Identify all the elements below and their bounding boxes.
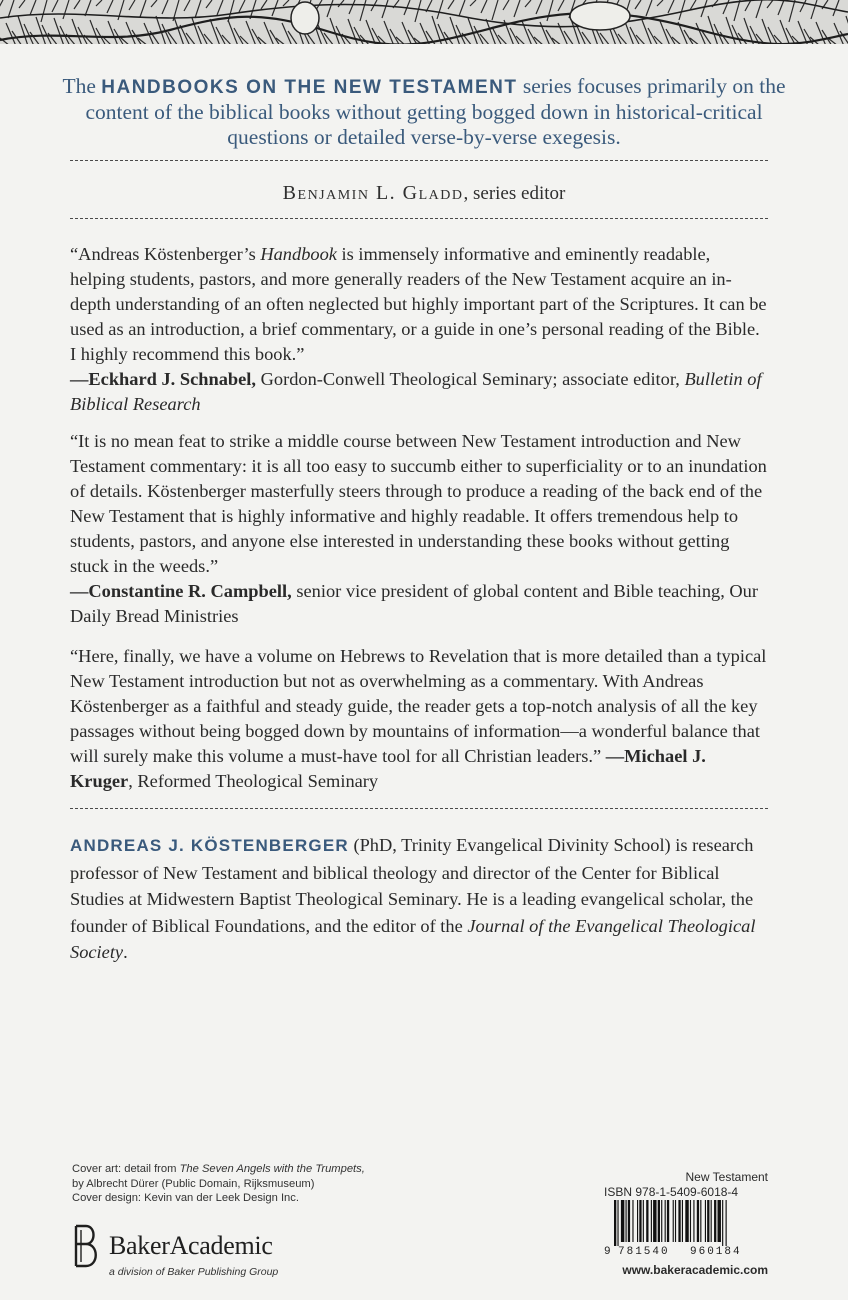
journal-title: Journal of the Evangelical Theological Society: [70, 915, 756, 962]
quote-author: —Constantine R. Campbell,: [70, 581, 292, 601]
engraving-strip-image: [0, 0, 848, 46]
intro-pre: The: [62, 74, 102, 98]
baker-b-logo-icon: [72, 1224, 102, 1268]
editor-role: , series editor: [463, 183, 566, 204]
divider: [70, 808, 768, 809]
quote-text-body: “Here, finally, we have a volume on Hebrews to Revelation that is more detailed than a typical New Testament introduction but not as overwhelming as a commentary. With Andreas Köstenberger as a faithful and steady guide, the reader gets a top-notch analysis of all the key passages without being bogged down by mountains of information—a wonderful balance that will surely make this volume a must-have tool for all Christian leaders.”: [70, 646, 767, 766]
series-description: [60, 74, 788, 150]
divider: [70, 218, 768, 219]
bio-end: .: [123, 942, 128, 962]
barcode-block: [604, 1170, 768, 1277]
barcode-digits-left: 781540: [618, 1246, 670, 1258]
quote-attribution: [70, 579, 770, 629]
quote-author: —Michael J. Kruger: [70, 746, 706, 791]
isbn: ISBN 978-1-5409-6018-4: [604, 1185, 739, 1199]
endorsement-1: [70, 242, 770, 417]
quote-attribution: [70, 367, 770, 417]
quote-affiliation: senior vice president of global content and Bible teaching, Our Daily Bread Ministries: [70, 581, 759, 626]
quote-text-pre: “Andreas Köstenberger’s: [70, 244, 261, 264]
intro-post: series focuses primarily on the content of the biblical books without getting bogged down in historical-critical questions or detailed verse-by-verse exegesis.: [85, 74, 786, 149]
author-bio: [70, 832, 770, 966]
quote-text: [70, 644, 770, 794]
publisher-name: BakerAcademic: [109, 1231, 273, 1260]
quote-affiliation: Gordon-Conwell Theological Seminary; associate editor,: [256, 369, 685, 389]
publisher-url: www.bakeracademic.com: [622, 1263, 768, 1277]
quote-author: —Eckhard J. Schnabel,: [70, 369, 256, 389]
quote-affiliation-italic: Bulletin of Biblical Research: [70, 369, 762, 414]
series-name: HANDBOOKS ON THE NEW TESTAMENT: [101, 77, 518, 98]
art-credit-pre: Cover art: detail from: [72, 1163, 180, 1175]
quote-affiliation: , Reformed Theological Seminary: [128, 771, 379, 791]
endorsement-2: [70, 429, 770, 629]
art-title: The Seven Angels with the Trumpets,: [179, 1163, 365, 1175]
cover-credits: [72, 1162, 365, 1206]
barcode-digits-right: 960184: [690, 1246, 742, 1258]
divider: [70, 160, 768, 161]
design-credit: Cover design: Kevin van der Leek Design Inc.: [72, 1192, 299, 1204]
engraving-strip: [0, 0, 848, 46]
quote-text-italic: Handbook: [260, 244, 337, 264]
endorsement-3: [70, 644, 770, 794]
series-editor: [0, 182, 848, 205]
author-name: ANDREAS J. KÖSTENBERGER: [70, 836, 349, 855]
quote-text-post: is immensely informative and eminently readable, helping students, pastors, and more generally readers of the New Testament acquire an in-depth understanding of an often neglected but highly important part of the Scriptures. It can be used as an introduction, a brief commentary, or a guide in one’s personal reading of the Bible. I highly recommend this book.”: [70, 244, 767, 364]
book-category: New Testament: [685, 1170, 768, 1184]
art-credit: [72, 1162, 365, 1177]
editor-name: Benjamin L. Gladd: [282, 182, 464, 204]
art-credit-line2: by Albrecht Dürer (Public Domain, Rijksmuseum): [72, 1177, 315, 1190]
publisher-tagline: a division of Baker Publishing Group: [109, 1266, 279, 1278]
barcode-digit-lead: 9: [604, 1246, 611, 1258]
quote-text: [70, 242, 770, 367]
quote-text: “It is no mean feat to strike a middle course between New Testament introduction and New Testament commentary: it is all too easy to succumb either to superficiality or to an inundation of details. Köstenberger masterfully steers through to produce a reading of the back end of the New Testament that is highly informative and highly readable. It offers tremendous help to students, pastors, and anyone else interested in understanding these books without getting stuck in the weeds.”: [70, 431, 767, 576]
bio-text: (PhD, Trinity Evangelical Divinity School) is research professor of New Testament and biblical theology and director of the Center for Biblical Studies at Midwestern Baptist Theological Seminary. He is a leading evangelical scholar, the founder of Biblical Foundations, and the editor of the: [70, 835, 754, 936]
